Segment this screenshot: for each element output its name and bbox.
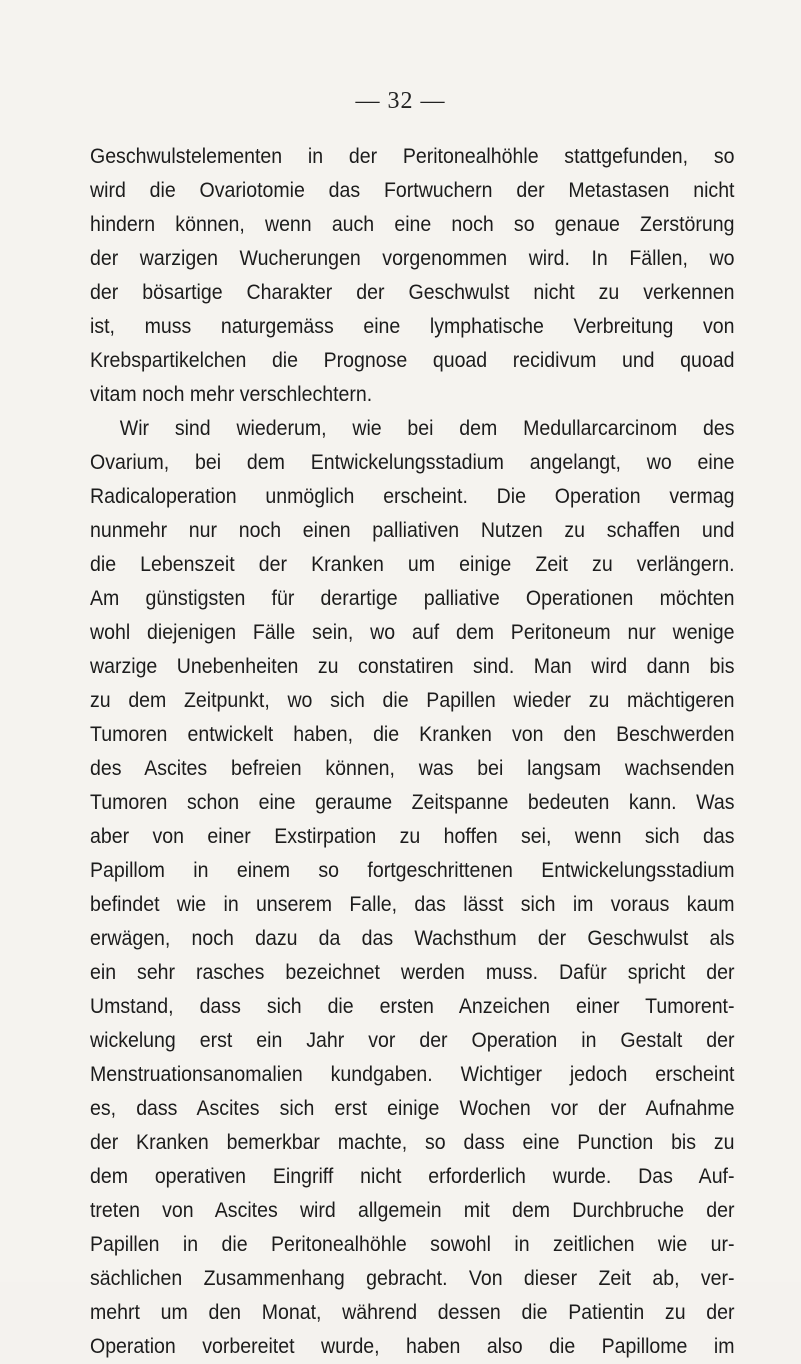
text-line: wird die Ovariotomie das Fortwuchern der Metastasen nicht	[90, 179, 735, 202]
text-line: erwägen, noch dazu da das Wachsthum der Geschwulst als	[90, 927, 735, 950]
text-line: es, dass Ascites sich erst einige Wochen vor der Aufnahme	[90, 1097, 735, 1120]
text-line: Umstand, dass sich die ersten Anzeichen einer Tumorent-	[90, 995, 735, 1018]
text-line: Tumoren schon eine geraume Zeitspanne bedeuten kann. Was	[90, 791, 735, 814]
text-line: mehrt um den Monat, während dessen die Patientin zu der	[90, 1301, 735, 1324]
text-line: dem operativen Eingriff nicht erforderlich wurde. Das Auf-	[90, 1165, 735, 1188]
text-line: Menstruationsanomalien kundgaben. Wichtiger jedoch erscheint	[90, 1063, 735, 1086]
text-line: der warzigen Wucherungen vorgenommen wird. In Fällen, wo	[90, 247, 735, 270]
text-line: ist, muss naturgemäss eine lymphatische Verbreitung von	[90, 315, 735, 338]
text-line: treten von Ascites wird allgemein mit dem Durchbruche der	[90, 1199, 735, 1222]
text-line: der bösartige Charakter der Geschwulst nicht zu verkennen	[90, 281, 735, 304]
text-line: nunmehr nur noch einen palliativen Nutzen zu schaffen und	[90, 519, 735, 542]
text-line: Wir sind wiederum, wie bei dem Medullarcarcinom des	[119, 417, 735, 440]
text-line: Tumoren entwickelt haben, die Kranken von den Beschwerden	[90, 723, 735, 746]
text-line: hindern können, wenn auch eine noch so genaue Zerstörung	[90, 213, 735, 236]
text-line: Papillen in die Peritonealhöhle sowohl in zeitlichen wie ur-	[90, 1233, 735, 1256]
text-line: die Lebenszeit der Kranken um einige Zeit zu verlängern.	[90, 553, 735, 576]
text-line: vitam noch mehr verschlechtern.	[90, 383, 373, 406]
text-line: zu dem Zeitpunkt, wo sich die Papillen wieder zu mächtigeren	[90, 689, 735, 712]
text-line: befindet wie in unserem Falle, das lässt sich im voraus kaum	[90, 893, 735, 916]
page-number: — 32 —	[355, 88, 446, 114]
text-line: Ovarium, bei dem Entwickelungsstadium angelangt, wo eine	[90, 451, 735, 474]
text-line: warzige Unebenheiten zu constatiren sind. Man wird dann bis	[90, 655, 735, 678]
text-line: sächlichen Zusammenhang gebracht. Von dieser Zeit ab, ver-	[90, 1267, 735, 1290]
text-line: Geschwulstelementen in der Peritonealhöhle stattgefunden, so	[90, 145, 735, 168]
body-text	[90, 140, 735, 1364]
text-line: Operation vorbereitet wurde, haben also die Papillome im	[90, 1335, 735, 1358]
text-line: Am günstigsten für derartige palliative Operationen möchten	[90, 587, 735, 610]
text-line: des Ascites befreien können, was bei langsam wachsenden	[90, 757, 735, 780]
text-line: Radicaloperation unmöglich erscheint. Die Operation vermag	[90, 485, 735, 508]
text-line: ein sehr rasches bezeichnet werden muss. Dafür spricht der	[90, 961, 735, 984]
text-line: Krebspartikelchen die Prognose quoad recidivum und quoad	[90, 349, 735, 372]
text-line: aber von einer Exstirpation zu hoffen sei, wenn sich das	[90, 825, 735, 848]
text-line: der Kranken bemerkbar machte, so dass eine Punction bis zu	[90, 1131, 735, 1154]
text-line: Papillom in einem so fortgeschrittenen Entwickelungsstadium	[90, 859, 735, 882]
text-line: wohl diejenigen Fälle sein, wo auf dem Peritoneum nur wenige	[90, 621, 735, 644]
text-line: wickelung erst ein Jahr vor der Operation in Gestalt der	[90, 1029, 735, 1052]
